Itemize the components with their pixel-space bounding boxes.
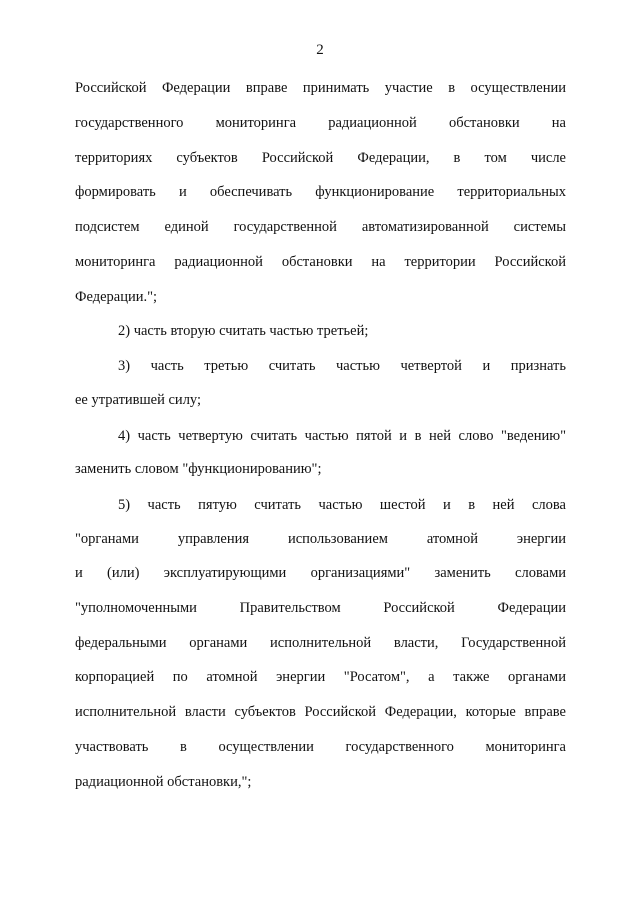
text-line: "органами управления использованием атомной энергии — [75, 531, 566, 547]
text-line: 3) часть третью считать частью четвертой и признать — [118, 358, 566, 374]
text-line: радиационной обстановки,"; — [75, 774, 252, 790]
text-line: участвовать в осуществлении государственного мониторинга — [75, 739, 566, 755]
text-line: Российской Федерации вправе принимать участие в осуществлении — [75, 80, 566, 96]
text-line: территориях субъектов Российской Федерации, в том числе — [75, 150, 566, 166]
text-line: 2) часть вторую считать частью третьей; — [118, 323, 369, 339]
text-line: заменить словом "функционированию"; — [75, 461, 322, 477]
text-line: 5) часть пятую считать частью шестой и в ней слова — [118, 497, 566, 513]
text-line: корпорацией по атомной энергии "Росатом", а также органами — [75, 669, 566, 685]
text-line: формировать и обеспечивать функционирование территориальных — [75, 184, 566, 200]
text-line: государственного мониторинга радиационной обстановки на — [75, 115, 566, 131]
text-line: ее утратившей силу; — [75, 392, 202, 408]
text-line: и (или) эксплуатирующими организациями" заменить словами — [75, 565, 566, 581]
text-line: "уполномоченными Правительством Российской Федерации — [75, 600, 566, 616]
text-line: мониторинга радиационной обстановки на территории Российской — [75, 254, 566, 270]
text-line: Федерации."; — [75, 289, 158, 305]
text-line: исполнительной власти субъектов Российской Федерации, которые вправе — [75, 704, 566, 720]
text-line: 4) часть четвертую считать частью пятой и в ней слово "ведению" — [118, 428, 566, 444]
text-line: подсистем единой государственной автоматизированной системы — [75, 219, 566, 235]
page-number: 2 — [316, 42, 324, 58]
text-line: федеральными органами исполнительной власти, Государственной — [75, 635, 566, 651]
